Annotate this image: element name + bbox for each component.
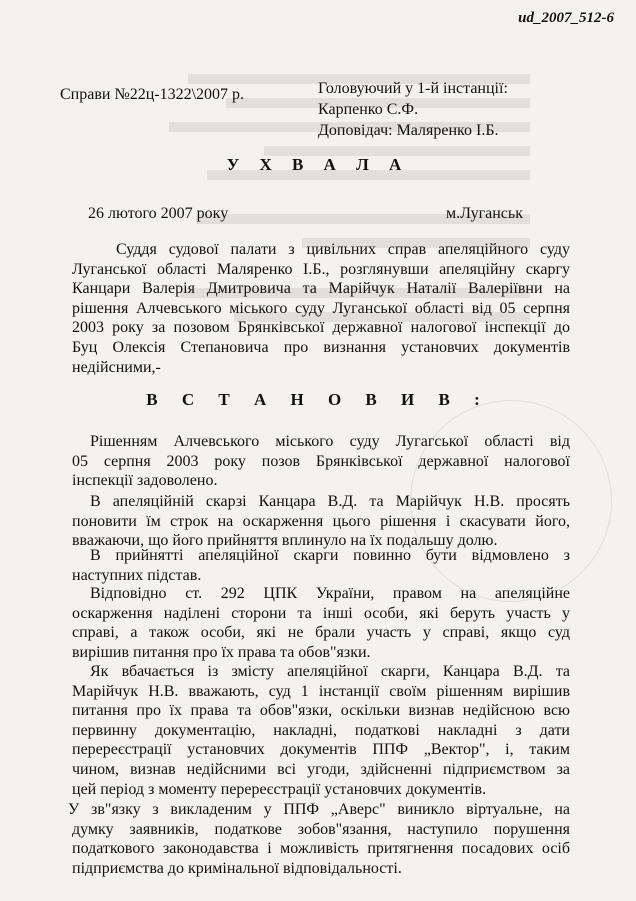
text-line: Суддя судової палати з цивільних справ апеляційного суду	[116, 241, 570, 258]
document-city: м.Луганськ	[446, 205, 523, 222]
text-line: перереєстрації установчих документів ППФ „Вектор", і, таким	[72, 741, 570, 759]
text-line: Рішенням Алчевського міського суду Лугагської області від	[90, 433, 570, 450]
text-line: В апеляційній скарзі Канцара В.Д. та Марійчук Н.В. просять	[90, 493, 570, 510]
paragraph-appeal	[72, 492, 570, 551]
text-line: Канцари Валерія Дмитровича та Марійчук Наталії Валеріївни на	[72, 280, 570, 298]
text-line: поновити їм строк на оскарження цього рішення і скасувати його,	[72, 512, 570, 530]
text-line: чином, визнав недійсними всі угоди, здійсненні підприємством за	[72, 760, 570, 778]
paragraph-refusal	[72, 546, 570, 585]
text-line: податкового законодавства і можливість притягнення посадових осіб	[72, 840, 570, 858]
intro-paragraph	[72, 240, 570, 377]
text-line: 2003 року за позовом Брянківської державної налогової інспекції до	[72, 319, 570, 337]
paragraph-article-292	[72, 584, 570, 662]
text-line: цей період з моменту перереєстрації установчих документів.	[72, 780, 487, 798]
text-line: питання про їх права та обов"язки, оскільки визнав недійсною всю	[72, 702, 570, 720]
text-line: первинну документацію, накладні, податкові накладні з дати	[72, 721, 570, 739]
established-heading: В С Т А Н О В И В :	[146, 390, 490, 409]
text-line: вирішив питання про їх права та обов"язки.	[72, 643, 371, 661]
text-line: справі, а також особи, які не брали участь у справі, якщо суд	[72, 624, 570, 642]
document-date: 26 лютого 2007 року	[88, 205, 229, 222]
text-line: інспекції задоволено.	[72, 472, 218, 490]
text-line: Як вбачається із змісту апеляційної скарги, Канцара В.Д. та	[90, 663, 570, 680]
judges-block	[318, 78, 508, 141]
text-line: недійсними,-	[72, 358, 161, 376]
text-line: У зв"язку з викладеним у ППФ „Аверс" виникло віртуальне, на	[68, 801, 570, 818]
paragraph-decision	[72, 432, 570, 491]
case-number: Справи №22ц-1322\2007 р.	[60, 86, 245, 103]
text-line: Марійчук Н.В. вважають, суд 1 інстанції своїм рішенням вирішив	[72, 682, 570, 700]
document-id: ud_2007_512-6	[518, 10, 614, 26]
text-line: В прийнятті апеляційної скарги повинно бути відмовлено з	[90, 547, 570, 564]
text-line: вважаючи, що його прийняття вплинуло на їх подальшу долю.	[72, 532, 498, 550]
text-line: оскарження наділені сторони та інші особи, які беруть участь у	[72, 604, 570, 622]
text-line: рішення Алчевського міського суду Луганської області від 05 серпня	[72, 299, 570, 317]
text-line: наступних підстав.	[72, 566, 202, 584]
text-line: 05 серпня 2003 року позов Брянківської державної налогової	[72, 452, 570, 470]
text-line: підприємства до кримінальної відповідальності.	[72, 859, 402, 877]
presiding-label: Головуючий у 1-й інстанції:	[318, 80, 508, 97]
document-title: У Х В А Л А	[226, 155, 410, 174]
presiding-name: Карпенко С.Ф.	[318, 101, 419, 118]
text-line: думку заявників, податкове зобов"язання, наступило порушення	[72, 820, 570, 838]
text-line: Луганської області Маляренко І.Б., розглянувши апеляційну скаргу	[72, 260, 570, 278]
reporter-line: Доповідач: Маляренко І.Б.	[318, 122, 499, 139]
paragraph-appeal-content	[72, 662, 570, 799]
paragraph-tax-liability	[68, 800, 570, 878]
text-line: Буц Олексія Степановича про визнання установчих документів	[72, 338, 570, 356]
text-line: Відповідно ст. 292 ЦПК України, правом на апеляційне	[90, 585, 570, 602]
